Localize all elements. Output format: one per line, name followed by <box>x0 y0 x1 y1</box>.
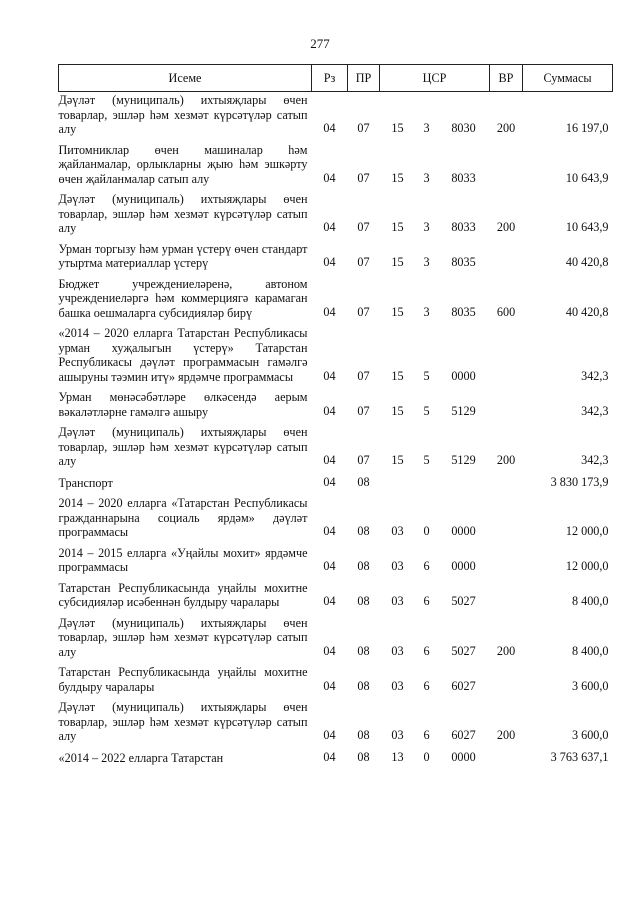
cell-csr-subprogram: 6 <box>423 594 430 608</box>
cell-rz: 04 <box>323 121 336 135</box>
cell-rz: 04 <box>323 559 336 573</box>
cell-name: Питомниклар өчен машиналар һәм җайланмалар, орлыкларны җыю һәм эшкәрту өчен җайланмалар сатып алу <box>58 142 308 186</box>
cell-rz: 04 <box>323 728 336 742</box>
cell-pr: 07 <box>357 368 370 383</box>
cell-csr-program: 03 <box>391 728 404 742</box>
cell-name: Дәүләт (муниципаль) ихтыяҗлары өчен товарлар, эшләр һәм хезмәт күрсәтүләр сатып алу <box>58 425 308 468</box>
cell-pr: 08 <box>357 749 370 764</box>
cell-csr-direction: 6027 <box>451 678 476 693</box>
cell-rz: 04 <box>323 403 336 418</box>
cell-pr: 08 <box>357 594 370 608</box>
cell-vr <box>490 659 523 694</box>
cell-rz: 04 <box>323 678 336 693</box>
cell-csr-program: 03 <box>391 594 404 608</box>
cell-vr <box>490 320 523 384</box>
cell-csr-subprogram: 5 <box>423 368 430 383</box>
cell-csr-program: 13 <box>391 749 404 764</box>
page-number: 277 <box>310 36 330 51</box>
cell-csr-direction: 0000 <box>451 559 476 573</box>
cell-vr <box>490 469 523 491</box>
cell-csr-program: 03 <box>391 643 404 658</box>
cell-name: Дәүләт (муниципаль) ихтыяҗлары өчен товарлар, эшләр һәм хезмәт күрсәтүләр сатып алу <box>58 700 308 743</box>
table-row <box>59 469 613 491</box>
cell-rz: 04 <box>323 453 336 467</box>
cell-vr <box>490 137 523 187</box>
cell-csr-program: 15 <box>391 304 404 319</box>
table-row <box>59 384 613 419</box>
table-row <box>59 186 613 236</box>
cell-csr-subprogram: 6 <box>423 678 430 693</box>
cell-csr-subprogram <box>416 469 438 491</box>
cell-vr: 200 <box>496 453 516 467</box>
cell-csr-program: 03 <box>391 678 404 693</box>
cell-name: Татарстан Республикасында уңайлы мохитне булдыру чаралары <box>58 665 308 694</box>
cell-pr: 07 <box>357 220 370 234</box>
cell-sum: 8 400,0 <box>571 594 609 608</box>
cell-csr-direction: 5129 <box>451 453 476 467</box>
cell-pr: 08 <box>357 643 370 658</box>
cell-pr: 07 <box>357 255 370 269</box>
cell-csr-subprogram: 0 <box>423 524 430 538</box>
cell-csr-direction: 8035 <box>451 304 476 319</box>
cell-name: «2014 – 2020 елларга Татарстан Республикасы урман хуҗалыгын үстерү» Татарстан Республикасы дәүләт программасын гамәлгә ашыруны тәэмин итү» ярдәмче программасы <box>58 326 308 384</box>
table-body <box>59 92 613 766</box>
cell-vr: 200 <box>496 220 516 234</box>
cell-rz: 04 <box>323 643 336 658</box>
cell-csr-direction: 5027 <box>451 594 476 608</box>
cell-pr: 08 <box>357 559 370 573</box>
table-row <box>59 610 613 660</box>
cell-csr-program: 03 <box>391 524 404 538</box>
cell-csr-subprogram: 3 <box>423 255 430 269</box>
cell-name: 2014 – 2015 елларга «Уңайлы мохит» ярдәмче программасы <box>58 545 308 574</box>
cell-csr-program: 15 <box>391 368 404 383</box>
cell-sum: 342,3 <box>581 453 609 467</box>
cell-rz: 04 <box>323 749 336 764</box>
cell-csr-program: 15 <box>391 121 404 135</box>
cell-pr: 08 <box>357 728 370 742</box>
cell-vr: 200 <box>496 728 516 742</box>
cell-rz: 04 <box>323 594 336 608</box>
cell-csr-direction: 8033 <box>451 170 476 185</box>
cell-csr-direction: 5027 <box>451 643 476 658</box>
cell-rz: 04 <box>323 524 336 538</box>
cell-csr-direction: 0000 <box>451 524 476 538</box>
budget-table-container <box>58 64 612 765</box>
cell-pr: 07 <box>357 453 370 467</box>
cell-rz: 04 <box>323 368 336 383</box>
header-pr: ПР <box>348 65 380 92</box>
cell-sum: 3 763 637,1 <box>550 749 609 764</box>
cell-csr-subprogram: 3 <box>423 121 430 135</box>
cell-sum: 3 830 173,9 <box>550 474 609 489</box>
cell-rz: 04 <box>323 474 336 489</box>
cell-csr-direction: 5129 <box>451 403 476 418</box>
table-row <box>59 92 613 137</box>
table-row <box>59 271 613 321</box>
cell-rz: 04 <box>323 170 336 185</box>
cell-csr-program: 15 <box>391 255 404 269</box>
cell-sum: 3 600,0 <box>571 678 609 693</box>
cell-sum: 3 600,0 <box>571 728 609 742</box>
cell-sum: 40 420,8 <box>565 304 609 319</box>
cell-sum: 342,3 <box>581 403 609 418</box>
cell-name: Татарстан Республикасында уңайлы мохитне субсидияләр исәбеннән булдыру чаралары <box>58 580 308 609</box>
header-name: Исеме <box>59 65 312 92</box>
cell-csr-program: 15 <box>391 453 404 467</box>
header-csr: ЦСР <box>380 65 490 92</box>
cell-name: 2014 – 2020 елларга «Татарстан Республикасы гражданнарына социаль ярдәм» дәүләт программасы <box>58 496 308 539</box>
cell-name: Транспорт <box>58 475 113 490</box>
cell-sum: 40 420,8 <box>565 255 609 269</box>
cell-vr: 200 <box>496 643 516 658</box>
header-rz: Рз <box>312 65 348 92</box>
cell-vr: 600 <box>496 304 516 319</box>
cell-name: «2014 – 2022 елларга Татарстан <box>58 750 224 765</box>
cell-csr-direction: 0000 <box>451 368 476 383</box>
cell-csr-program: 15 <box>391 220 404 234</box>
table-row <box>59 236 613 271</box>
header-sum: Суммасы <box>523 65 613 92</box>
cell-name: Урман мөнәсәбәтләре өлкәсендә аерым вәкаләтләрне гамәлгә ашыру <box>58 390 308 419</box>
cell-vr: 200 <box>496 121 516 135</box>
cell-csr-subprogram: 6 <box>423 728 430 742</box>
cell-pr: 07 <box>357 304 370 319</box>
cell-pr: 08 <box>357 524 370 538</box>
cell-csr-subprogram: 0 <box>423 749 430 764</box>
cell-vr <box>490 236 523 271</box>
cell-sum: 12 000,0 <box>565 559 609 573</box>
cell-csr-direction: 8030 <box>451 121 476 135</box>
cell-rz: 04 <box>323 220 336 234</box>
cell-pr: 08 <box>357 678 370 693</box>
cell-csr-direction: 6027 <box>451 728 476 742</box>
cell-pr: 07 <box>357 403 370 418</box>
cell-csr-subprogram: 3 <box>423 220 430 234</box>
cell-pr: 07 <box>357 170 370 185</box>
cell-csr-program: 15 <box>391 170 404 185</box>
cell-rz: 04 <box>323 255 336 269</box>
cell-csr-direction: 8033 <box>451 220 476 234</box>
table-row <box>59 320 613 384</box>
cell-csr-subprogram: 6 <box>423 643 430 658</box>
cell-csr-subprogram: 3 <box>423 304 430 319</box>
cell-vr <box>490 744 523 766</box>
cell-name: Дәүләт (муниципаль) ихтыяҗлары өчен товарлар, эшләр һәм хезмәт күрсәтүләр сатып алу <box>58 93 308 136</box>
cell-sum: 12 000,0 <box>565 524 609 538</box>
cell-sum: 10 643,9 <box>565 170 609 185</box>
table-row <box>59 540 613 575</box>
cell-sum: 10 643,9 <box>565 220 609 234</box>
cell-sum: 16 197,0 <box>565 121 609 135</box>
cell-csr-direction: 0000 <box>451 749 476 764</box>
cell-vr <box>490 490 523 540</box>
cell-name: Бюджет учреждениеләренә, автоном учреждениеләргә һәм коммерциягә карамаган башка оешмаларга субсидияләр бирү <box>58 276 308 320</box>
cell-csr-direction <box>438 469 490 491</box>
cell-vr <box>490 384 523 419</box>
cell-rz: 04 <box>323 304 336 319</box>
cell-csr-direction: 8035 <box>451 255 476 269</box>
table-row <box>59 659 613 694</box>
cell-name: Дәүләт (муниципаль) ихтыяҗлары өчен товарлар, эшләр һәм хезмәт күрсәтүләр сатып алу <box>58 615 308 659</box>
table-row <box>59 694 613 744</box>
cell-csr-program <box>380 469 416 491</box>
cell-csr-subprogram: 5 <box>423 453 430 467</box>
table-row <box>59 744 613 766</box>
cell-pr: 07 <box>357 121 370 135</box>
table-row <box>59 419 613 469</box>
table-header-row <box>59 65 613 92</box>
cell-name: Урман торгызу һәм урман үстерү өчен стандарт утыртма материаллар үстерү <box>58 241 308 270</box>
cell-csr-subprogram: 3 <box>423 170 430 185</box>
budget-table <box>58 64 613 765</box>
table-row <box>59 137 613 187</box>
header-vr: ВР <box>490 65 523 92</box>
cell-sum: 8 400,0 <box>571 643 609 658</box>
cell-csr-subprogram: 5 <box>423 403 430 418</box>
cell-csr-subprogram: 6 <box>423 559 430 573</box>
cell-vr <box>490 575 523 610</box>
cell-csr-program: 03 <box>391 559 404 573</box>
table-row <box>59 490 613 540</box>
cell-csr-program: 15 <box>391 403 404 418</box>
table-row <box>59 575 613 610</box>
cell-sum: 342,3 <box>581 368 609 383</box>
cell-vr <box>490 540 523 575</box>
cell-pr: 08 <box>357 474 370 489</box>
cell-name: Дәүләт (муниципаль) ихтыяҗлары өчен товарлар, эшләр һәм хезмәт күрсәтүләр сатып алу <box>58 192 308 235</box>
